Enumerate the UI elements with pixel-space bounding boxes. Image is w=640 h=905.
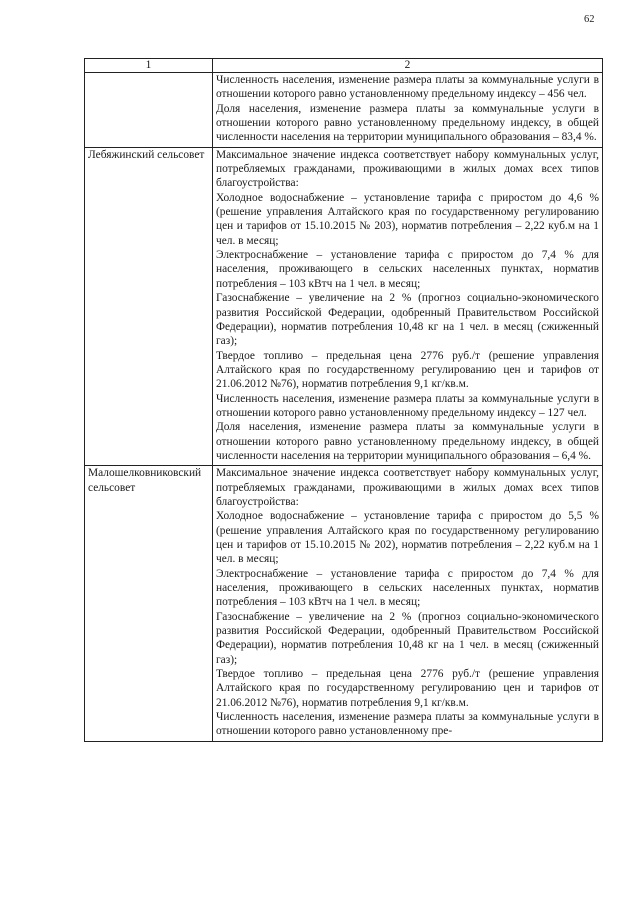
- paragraph: Газоснабжение – увеличение на 2 % (прогноз социально-экономического развития Российской Федерации, одобренный Правительством Российской Федерации), норматив потребления 10,48 кг на 1 чел. в месяц (сжиженный газ);: [216, 292, 599, 348]
- paragraph: Максимальное значение индекса соответствует набору коммунальных услуг, потребляемых гражданами, проживающими в жилых домах всех типов благоустройства:: [216, 467, 599, 508]
- paragraph: Электроснабжение – установление тарифа с приростом до 7,4 % для населения, проживающего в сельских населенных пунктах, норматив потребления – 103 кВтч на 1 чел. в месяц;: [216, 567, 599, 609]
- municipality-name-cell: [85, 73, 213, 148]
- tariff-description-cell: [213, 466, 603, 742]
- column-header-1: 1: [85, 59, 213, 73]
- table-header-row: [85, 59, 603, 73]
- tariff-description-cell: [213, 73, 603, 148]
- table-row: [85, 466, 603, 742]
- paragraph: Холодное водоснабжение – установление тарифа с приростом до 5,5 % (решение управления Алтайского края по государственному регулированию цен и тарифов от 15.10.2015 № 202), норматив потребления – 2,22 куб.м на 1 чел. в месяц;: [216, 510, 599, 566]
- paragraph: Максимальное значение индекса соответствует набору коммунальных услуг, потребляемых гражданами, проживающими в жилых домах всех типов благоустройства:: [216, 148, 599, 190]
- paragraph: Численность населения, изменение размера платы за коммунальные услуги в отношении которого равно установленному предельному индексу – 456 чел.: [216, 74, 599, 101]
- paragraph: Электроснабжение – установление тарифа с приростом до 7,4 % для населения, проживающего в сельских населенных пунктах, норматив потребления – 103 кВтч на 1 чел. в месяц;: [216, 249, 599, 290]
- paragraph: Твердое топливо – предельная цена 2776 руб./т (решение управления Алтайского края по государственному регулированию цен и тарифов от 21.06.2012 №76), норматив потребления 9,1 кг/кв.м.: [216, 349, 599, 391]
- page-number: 62: [584, 14, 595, 25]
- paragraph: Твердое топливо – предельная цена 2776 руб./т (решение управления Алтайского края по государственному регулированию цен и тарифов от 21.06.2012 №76), норматив потребления 9,1 кг/кв.м.: [216, 668, 599, 709]
- paragraph: Численность населения, изменение размера платы за коммунальные услуги в отношении которого равно установленному предельному индексу – 127 чел.: [216, 392, 599, 419]
- tariff-description-cell: [213, 147, 603, 466]
- table-row: [85, 73, 603, 148]
- municipality-name-cell: Малошелковниковский сельсовет: [85, 466, 213, 742]
- column-header-2: 2: [213, 59, 603, 73]
- paragraph: Холодное водоснабжение – установление тарифа с приростом до 4,6 % (решение управления Алтайского края по государственному регулированию цен и тарифов от 15.10.2015 № 203), норматив потребления – 2,22 куб.м на 1 чел. в месяц;: [216, 191, 599, 247]
- paragraph: Доля населения, изменение размера платы за коммунальные услуги в отношении которого равно установленному предельному индексу, в общей численности населения на территории муниципального образования – 83,4 %.: [216, 102, 599, 144]
- table-row: [85, 147, 603, 466]
- paragraph: Доля населения, изменение размера платы за коммунальные услуги в отношении которого равно установленному предельному индексу, в общей численности населения на территории муниципального образования – 6,4 %.: [216, 421, 599, 462]
- paragraph: Численность населения, изменение размера платы за коммунальные услуги в отношении которого равно установленному пре-: [216, 711, 599, 738]
- municipality-tariff-table: [84, 58, 603, 742]
- paragraph: Газоснабжение – увеличение на 2 % (прогноз социально-экономического развития Российской Федерации, одобренный Правительством Российской Федерации), норматив потребления 10,48 кг на 1 чел. в месяц (сжиженный газ);: [216, 610, 599, 666]
- municipality-name-cell: Лебяжинский сельсовет: [85, 147, 213, 466]
